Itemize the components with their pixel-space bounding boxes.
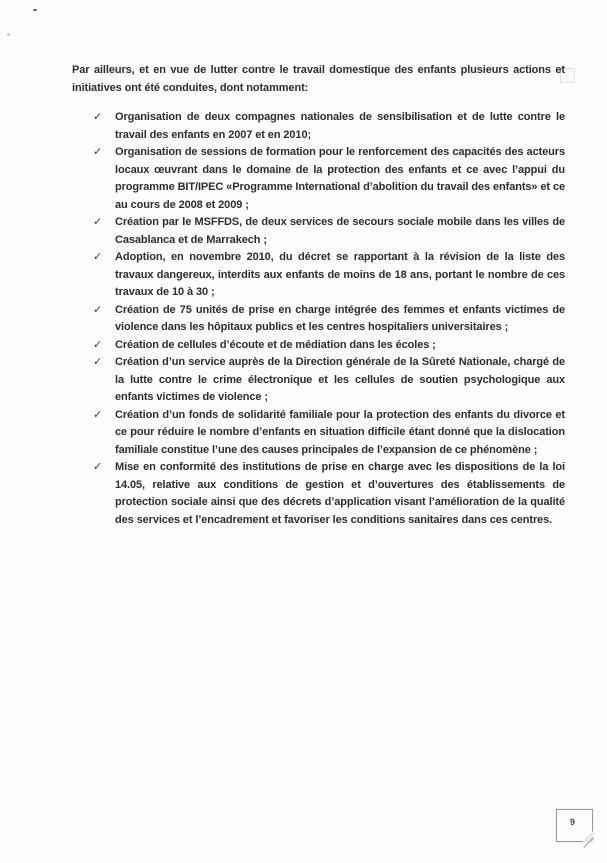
list-item (72, 407, 565, 460)
list-item-text: Création d’un service auprès de la Direction générale de la Sûreté Nationale, chargé de la lutte contre le crime électronique et les cellules de soutien psychologique aux enfants victimes de violence ; (115, 356, 565, 403)
checkmark-icon: ✓ (93, 338, 103, 351)
list-item (72, 214, 565, 249)
list-item-text: Mise en conformité des institutions de prise en charge avec les dispositions de la loi 14.05, relative aux conditions de gestion et d’ouvertures des établissements de protection sociale ainsi que des décrets d’application visant l’amélioration de la qualité des services et l’encadrement et favoriser les conditions sanitaires dans ces centres. (115, 461, 565, 526)
list-item-text: Organisation de sessions de formation pour le renforcement des capacités des acteurs locaux œuvrant dans le domaine de la protection des enfants et ce avec l’appui du programme BIT/IPEC «Programme International d’abolition du travail des enfants» et ce au cours de 2008 et 2009 ; (115, 146, 565, 211)
page-number-badge (556, 809, 593, 842)
checkmark-icon: ✓ (93, 146, 103, 158)
list-item-text: Adoption, en novembre 2010, du décret se rapportant à la révision de la liste des travaux dangereux, interdits aux enfants de moins de 18 ans, portant le nombre de ces travaux de 10 à 30 ; (115, 251, 565, 298)
checkmark-icon: ✓ (93, 216, 103, 228)
scan-speck (33, 9, 37, 11)
checkmark-icon: ✓ (93, 461, 103, 473)
list-item-text: Organisation de deux compagnes nationales de sensibilisation et de lutte contre le travail des enfants en 2007 et en 2010; (115, 111, 565, 141)
list-item (72, 144, 565, 214)
list-item (72, 109, 565, 144)
page-number: 9 (569, 817, 575, 827)
list-item-text: Création d’un fonds de solidarité familiale pour la protection des enfants du divorce et ce pour réduire le nombre d’enfants en situation difficile étant donné que la dislocation familiale constitue l’une des causes principales de l’expansion de ce phénomène ; (115, 408, 565, 456)
intro-paragraph: Par ailleurs, et en vue de lutter contre le travail domestique des enfants plusieurs actions et initiatives ont été conduites, dont notamment: (72, 64, 565, 94)
document-body (72, 62, 565, 529)
list-item-text: Création par le MSFFDS, de deux services de secours sociale mobile dans les villes de Casablanca et de Marrakech ; (115, 216, 565, 246)
list-item-text: Création de 75 unités de prise en charge intégrée des femmes et enfants victimes de violence dans les hôpitaux publics et les centres hospitaliers universitaires ; (115, 303, 565, 333)
checkmark-icon: ✓ (93, 408, 103, 421)
list-item (72, 249, 565, 302)
list-item (72, 302, 565, 337)
list-item (72, 354, 565, 407)
checkmark-icon: ✓ (93, 303, 103, 316)
checkmark-icon: ✓ (93, 111, 103, 123)
checkmark-icon: ✓ (93, 356, 103, 368)
bullet-list (72, 109, 565, 529)
checkmark-icon: ✓ (93, 251, 103, 263)
scan-speck (7, 33, 10, 36)
list-item-text: Création de cellules d’écoute et de médiation dans les écoles ; (115, 338, 436, 351)
list-item (72, 337, 565, 355)
list-item (72, 459, 565, 529)
